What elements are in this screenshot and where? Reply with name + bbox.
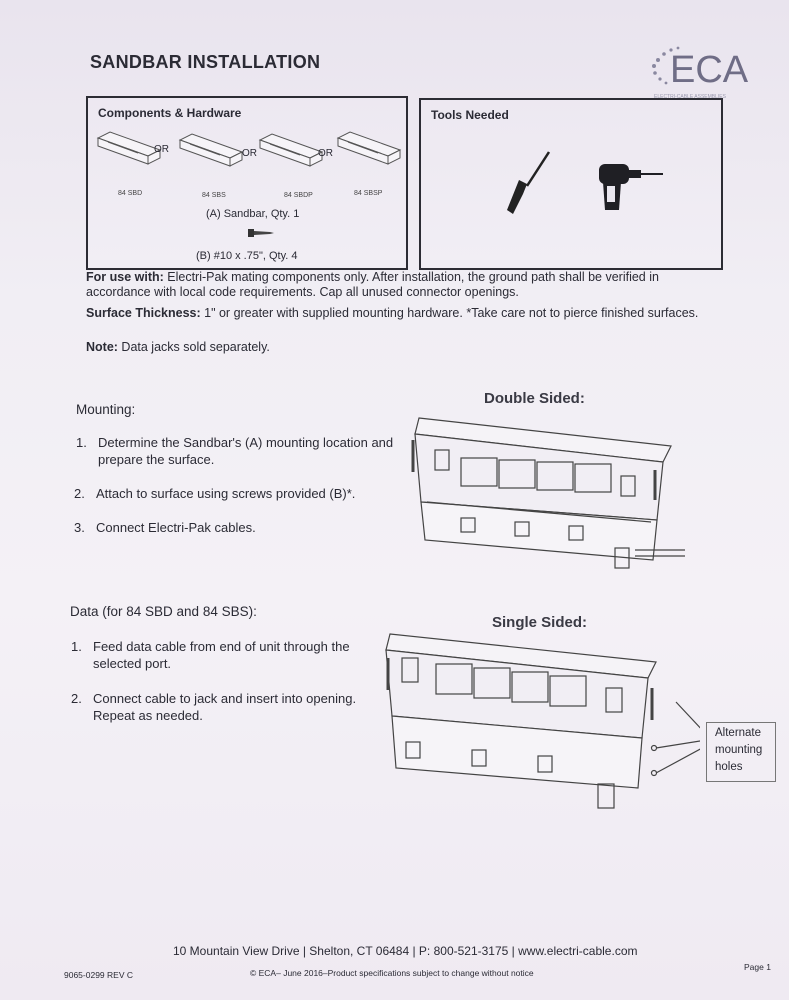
svg-text:ECA: ECA: [670, 49, 749, 91]
surface-thickness-label: Surface Thickness:: [86, 306, 201, 320]
mounting-heading: Mounting:: [76, 402, 136, 417]
components-box: [86, 96, 408, 270]
double-sided-heading: Double Sided:: [484, 390, 585, 407]
doc-number: 9065-0299 REV C: [64, 970, 133, 980]
part-a-label: (A) Sandbar, Qty. 1: [206, 208, 300, 220]
model-label: 84 SBS: [202, 192, 226, 199]
tools-box: [419, 98, 723, 270]
footer-address: 10 Mountain View Drive | Shelton, CT 06484 | P: 800-521-3175 | www.electri-cable.com: [173, 944, 638, 958]
or-label: OR: [154, 144, 169, 155]
use-with-text: Electri-Pak mating components only. After installation, the ground path shall be verified in accordance with local code requirements. Cap all unused connector openings.: [86, 270, 659, 299]
part-b-label: (B) #10 x .75", Qty. 4: [196, 250, 298, 262]
model-label: 84 SBSP: [354, 190, 383, 197]
surface-thickness-note: [86, 306, 726, 321]
mounting-step-3: 3. Connect Electri-Pak cables.: [74, 520, 256, 535]
eca-logo: [640, 30, 750, 108]
tools-heading: Tools Needed: [431, 108, 509, 122]
page-title: SANDBAR INSTALLATION: [90, 52, 321, 72]
mounting-step-2: 2. Attach to surface using screws provided (B)*.: [74, 486, 356, 501]
double-sided-sandbar-diagram: [405, 410, 685, 580]
use-with-label: For use with:: [86, 270, 164, 284]
data-heading: Data (for 84 SBD and 84 SBS):: [70, 604, 257, 619]
components-heading: Components & Hardware: [98, 106, 242, 120]
data-jacks-note: [86, 340, 726, 355]
single-sided-sandbar-diagram: [380, 628, 700, 816]
single-sided-heading: Single Sided:: [492, 614, 588, 631]
mounting-step-1: 1. Determine the Sandbar's (A) mounting location and prepare the surface.: [76, 435, 394, 467]
use-with-note: [86, 270, 726, 300]
data-step-1: 1. Feed data cable from end of unit through the selected port.: [71, 639, 350, 671]
note-label: Note:: [86, 340, 118, 354]
drill-icon: [597, 162, 667, 214]
screw-icon: [248, 226, 274, 240]
data-step-2: 2. Connect cable to jack and insert into opening. Repeat as needed.: [71, 691, 357, 723]
copyright: © ECA– June 2016–Product specifications subject to change without notice: [250, 968, 534, 978]
surface-thickness-text: 1" or greater with supplied mounting hardware. *Take care not to pierce finished surfaces.: [200, 306, 699, 320]
model-label: 84 SBD: [118, 190, 143, 197]
note-text: Data jacks sold separately.: [117, 340, 270, 354]
or-label: OR: [242, 148, 257, 159]
alternate-mounting-holes-callout: Alternate mounting holes: [706, 722, 776, 782]
page-number: Page 1: [744, 962, 771, 972]
model-label: 84 SBDP: [284, 192, 313, 199]
screwdriver-icon: [505, 150, 555, 216]
or-label: OR: [318, 148, 333, 159]
svg-text:ELECTRI-CABLE ASSEMBLIES: ELECTRI-CABLE ASSEMBLIES: [654, 94, 726, 100]
